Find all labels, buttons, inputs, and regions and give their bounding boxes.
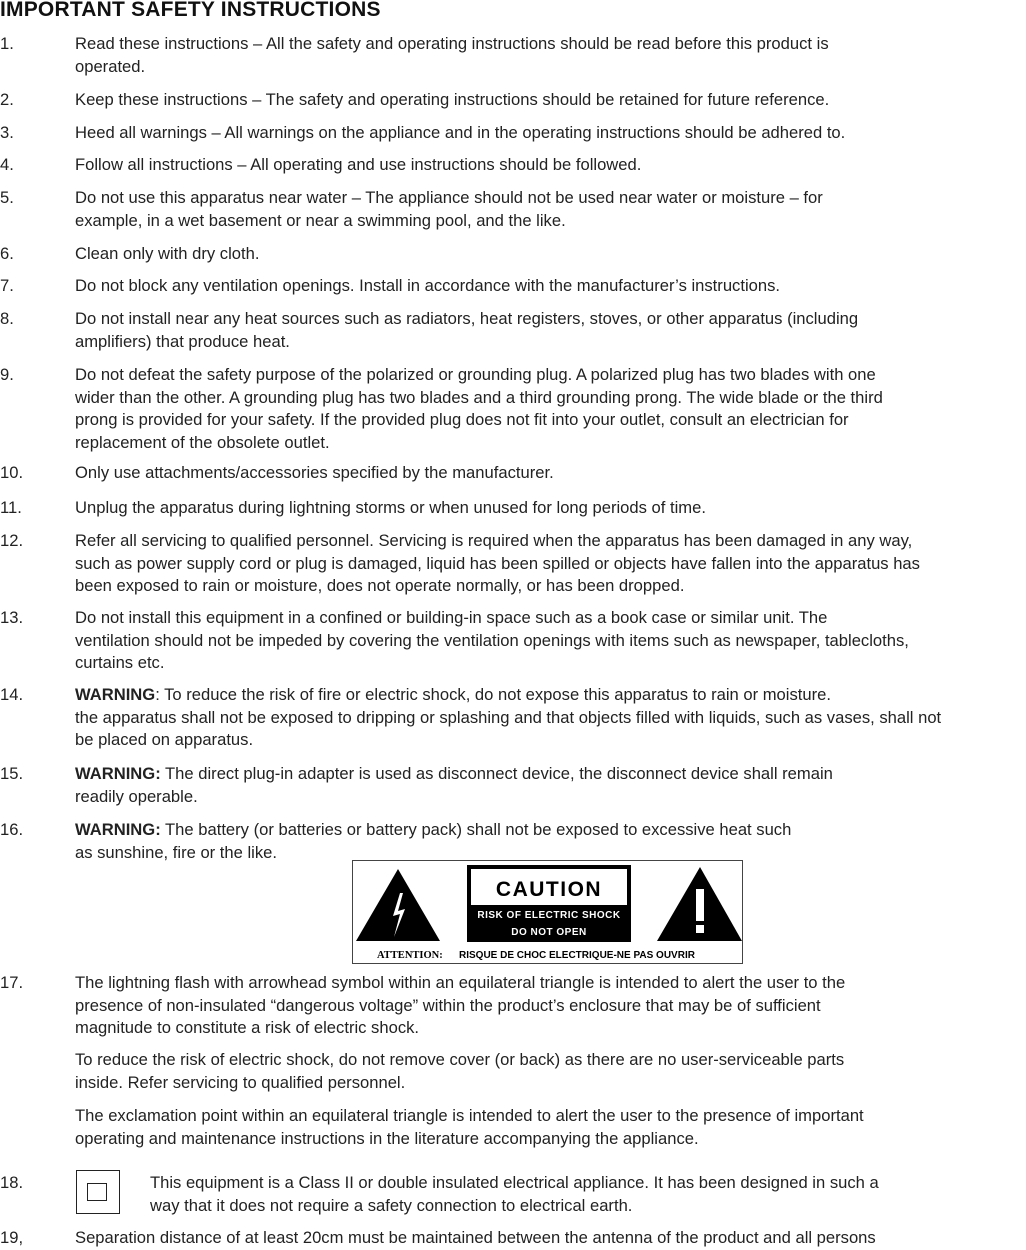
item-text-line: Clean only with dry cloth. bbox=[75, 244, 260, 263]
page-title: IMPORTANT SAFETY INSTRUCTIONS bbox=[0, 0, 381, 21]
item-number: 19, bbox=[0, 1228, 24, 1247]
item-text bbox=[75, 364, 883, 454]
item-number: 18. bbox=[0, 1173, 24, 1192]
item-text bbox=[75, 122, 845, 145]
item-text-line: way that it does not require a safety connection to electrical earth. bbox=[150, 1195, 633, 1215]
item-text-line: prong is provided for your safety. If the provided plug does not fit into your outlet, consult an electrician for bbox=[75, 410, 849, 429]
item-number: 14. bbox=[0, 685, 24, 704]
item-text-line: readily operable. bbox=[75, 786, 198, 806]
item-text bbox=[75, 275, 780, 298]
item-text bbox=[75, 154, 641, 177]
item-text-line: Only use attachments/accessories specified by the manufacturer. bbox=[75, 463, 554, 482]
item-text-line: The battery (or batteries or battery pack) shall not be exposed to excessive heat such bbox=[160, 820, 792, 839]
warning-label: WARNING: bbox=[75, 764, 161, 783]
item-text-line: Do not install near any heat sources such as radiators, heat registers, stoves, or other apparatus (including bbox=[75, 309, 859, 328]
item-text bbox=[75, 530, 920, 598]
item-number: 2. bbox=[0, 90, 14, 109]
item-text bbox=[75, 684, 941, 752]
item-text-line: example, in a wet basement or near a swimming pool, and the like. bbox=[75, 210, 566, 230]
item-17-paragraph-3 bbox=[75, 1105, 864, 1150]
item-text bbox=[75, 462, 554, 485]
item-text bbox=[75, 763, 833, 808]
warning-label: WARNING: bbox=[75, 820, 161, 839]
item-number: 16. bbox=[0, 820, 24, 839]
item-text-line: To reduce the risk of electric shock, do not remove cover (or back) as there are no user-serviceable parts bbox=[75, 1050, 845, 1069]
item-17-paragraph-1 bbox=[75, 972, 845, 1040]
item-text bbox=[75, 308, 858, 353]
item-text-line: ventilation should not be impeded by covering the ventilation openings with items such as newspaper, tablecloths, bbox=[75, 630, 909, 650]
class-ii-double-insulation-icon bbox=[76, 1170, 120, 1214]
exclamation-dot bbox=[696, 925, 704, 933]
item-text bbox=[75, 89, 829, 112]
item-text-line: The lightning flash with arrowhead symbol within an equilateral triangle is intended to alert the user to the bbox=[75, 973, 846, 992]
item-text-line: Refer all servicing to qualified personnel. Servicing is required when the apparatus has been damaged in any way, bbox=[75, 531, 913, 550]
item-text-line: curtains etc. bbox=[75, 653, 165, 672]
item-text-line: as sunshine, fire or the like. bbox=[75, 842, 277, 862]
item-18-text bbox=[150, 1172, 879, 1217]
item-number: 3. bbox=[0, 123, 14, 142]
class-ii-inner-square bbox=[87, 1183, 107, 1201]
item-number: 1. bbox=[0, 34, 14, 53]
item-text-line: magnitude to constitute a risk of electric shock. bbox=[75, 1018, 420, 1037]
caution-heading: CAUTION bbox=[495, 878, 603, 901]
item-text-line: be placed on apparatus. bbox=[75, 730, 254, 749]
item-number: 7. bbox=[0, 276, 14, 295]
item-17-paragraph-2 bbox=[75, 1049, 844, 1094]
attention-text: RISQUE DE CHOC ELECTRIQUE-NE PAS OUVRIR bbox=[459, 950, 695, 961]
item-number: 17. bbox=[0, 973, 24, 992]
item-text-line: This equipment is a Class II or double insulated electrical appliance. It has been designed in such a bbox=[150, 1173, 879, 1192]
item-text-line: The direct plug-in adapter is used as disconnect device, the disconnect device shall remain bbox=[160, 764, 833, 783]
item-number: 6. bbox=[0, 244, 14, 263]
item-text-line: : To reduce the risk of fire or electric shock, do not expose this apparatus to rain or moisture. bbox=[155, 685, 831, 704]
item-text-line: been exposed to rain or moisture, does not operate normally, or has been dropped. bbox=[75, 576, 685, 595]
item-text-line: the apparatus shall not be exposed to dripping or splashing and that objects filled with liquids, such as vases, shall not bbox=[75, 707, 942, 727]
attention-label: ATTENTION: bbox=[377, 950, 443, 961]
item-text-line: wider than the other. A grounding plug has two blades and a third grounding prong. The wide blade or the third bbox=[75, 387, 883, 407]
item-text-line: Do not use this apparatus near water – The appliance should not be used near water or moisture – for bbox=[75, 188, 823, 207]
item-text-line: Do not defeat the safety purpose of the polarized or grounding plug. A polarized plug has two blades with one bbox=[75, 365, 876, 384]
item-text-line: operated. bbox=[75, 56, 146, 76]
item-text bbox=[75, 819, 791, 864]
item-number: 8. bbox=[0, 309, 14, 328]
item-text bbox=[75, 187, 823, 232]
item-text-line: Unplug the apparatus during lightning storms or when unused for long periods of time. bbox=[75, 498, 706, 517]
item-number: 5. bbox=[0, 188, 14, 207]
item-number: 11. bbox=[0, 498, 22, 517]
item-text-line: Separation distance of at least 20cm must be maintained between the antenna of the product and all persons bbox=[75, 1228, 876, 1247]
item-number: 9. bbox=[0, 365, 14, 384]
item-text-line: Keep these instructions – The safety and operating instructions should be retained for future reference. bbox=[75, 90, 830, 109]
caution-label-graphic bbox=[353, 861, 742, 963]
item-text bbox=[75, 497, 706, 520]
item-text-line: Do not install this equipment in a confined or building-in space such as a book case or similar unit. The bbox=[75, 608, 828, 627]
item-text-line: Do not block any ventilation openings. Install in accordance with the manufacturer’s instructions. bbox=[75, 276, 781, 295]
exclamation-bar bbox=[696, 889, 704, 921]
item-text-line: amplifiers) that produce heat. bbox=[75, 331, 290, 351]
item-number: 10. bbox=[0, 463, 24, 482]
item-text-line: inside. Refer servicing to qualified personnel. bbox=[75, 1072, 406, 1092]
caution-line-2: DO NOT OPEN bbox=[511, 927, 587, 938]
item-text bbox=[75, 243, 259, 266]
item-text-line: such as power supply cord or plug is damaged, liquid has been spilled or objects have fallen into the apparatus has bbox=[75, 553, 920, 573]
item-text-line: operating and maintenance instructions in the literature accompanying the appliance. bbox=[75, 1128, 699, 1148]
item-text bbox=[75, 607, 909, 675]
item-text bbox=[75, 33, 829, 78]
item-text-line: Follow all instructions – All operating and use instructions should be followed. bbox=[75, 155, 642, 174]
item-text-line: Read these instructions – All the safety and operating instructions should be read before this product is bbox=[75, 34, 829, 53]
caution-line-1: RISK OF ELECTRIC SHOCK bbox=[477, 910, 621, 921]
item-number: 12. bbox=[0, 531, 24, 550]
item-text-line: Heed all warnings – All warnings on the appliance and in the operating instructions should be adhered to. bbox=[75, 123, 846, 142]
item-text bbox=[75, 1227, 876, 1250]
item-text-line: presence of non-insulated “dangerous voltage” within the product’s enclosure that may be of sufficient bbox=[75, 995, 821, 1015]
item-text-line: The exclamation point within an equilateral triangle is intended to alert the user to the presence of important bbox=[75, 1106, 864, 1125]
item-number: 4. bbox=[0, 155, 14, 174]
warning-label: WARNING bbox=[75, 685, 156, 704]
item-number: 15. bbox=[0, 764, 24, 783]
caution-label-image bbox=[352, 860, 743, 964]
item-number: 13. bbox=[0, 608, 24, 627]
item-text-line: replacement of the obsolete outlet. bbox=[75, 432, 330, 452]
